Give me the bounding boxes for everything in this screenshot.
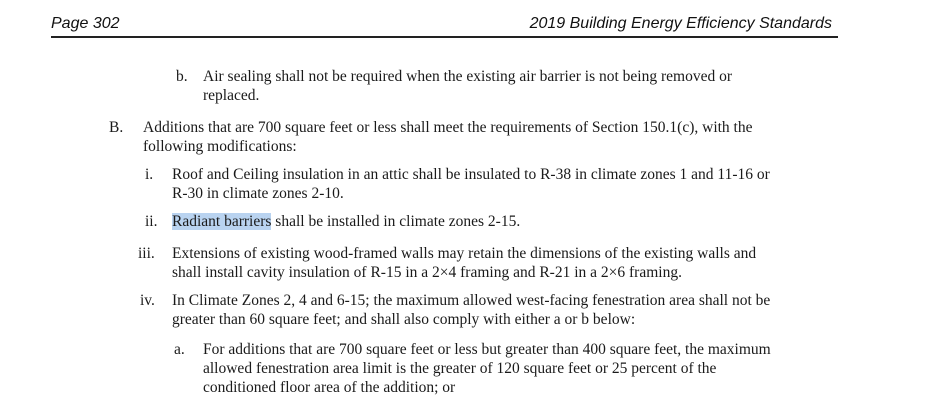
- list-marker: i.: [145, 166, 154, 183]
- text-line: replaced.: [203, 87, 260, 104]
- text-line: Air sealing shall not be required when the existing air barrier is not being removed or: [203, 68, 732, 85]
- page-header: [51, 12, 838, 38]
- text-line: conditioned floor area of the addition; or: [203, 379, 456, 396]
- text-line: Extensions of existing wood-framed walls may retain the dimensions of the existing walls and: [172, 245, 757, 262]
- text-line: In Climate Zones 2, 4 and 6-15; the maximum allowed west-facing fenestration area shall not be: [172, 292, 771, 309]
- list-marker: B.: [109, 119, 124, 136]
- text-line: shall install cavity insulation of R-15 in a 2×4 framing and R-21 in a 2×6 framing.: [172, 264, 682, 281]
- list-item-text: [143, 118, 753, 156]
- list-marker: iii.: [138, 245, 155, 262]
- list-item-text: [203, 340, 771, 397]
- text-line: following modifications:: [143, 138, 297, 155]
- list-item-text: [172, 244, 756, 282]
- text-line: [172, 212, 520, 231]
- list-marker: iv.: [140, 292, 155, 309]
- text-line: R-30 in climate zones 2-10.: [172, 185, 344, 202]
- text-line: allowed fenestration area limit is the greater of 120 square feet or 25 percent of the: [203, 360, 717, 377]
- text-line: Additions that are 700 square feet or less shall meet the requirements of Section 150.1(c), with the: [143, 119, 753, 136]
- list-item-text: [172, 165, 770, 203]
- list-item-text: [203, 67, 732, 105]
- text-line: Roof and Ceiling insulation in an attic shall be insulated to R-38 in climate zones 1 and 11-16 or: [172, 166, 770, 183]
- list-marker: b.: [176, 68, 188, 85]
- list-item-text: [172, 291, 770, 329]
- document-title: 2019 Building Energy Efficiency Standards: [529, 15, 832, 32]
- text-line: For additions that are 700 square feet or less but greater than 400 square feet, the maximum: [203, 341, 771, 358]
- list-item-text: [172, 212, 520, 231]
- highlighted-text[interactable]: Radiant barriers: [172, 213, 272, 230]
- list-marker: ii.: [145, 213, 158, 230]
- page-number: Page 302: [51, 15, 120, 32]
- list-marker: a.: [174, 341, 185, 358]
- text-line: greater than 60 square feet; and shall also comply with either a or b below:: [172, 311, 636, 328]
- text-remainder: shall be installed in climate zones 2-15.: [271, 213, 521, 230]
